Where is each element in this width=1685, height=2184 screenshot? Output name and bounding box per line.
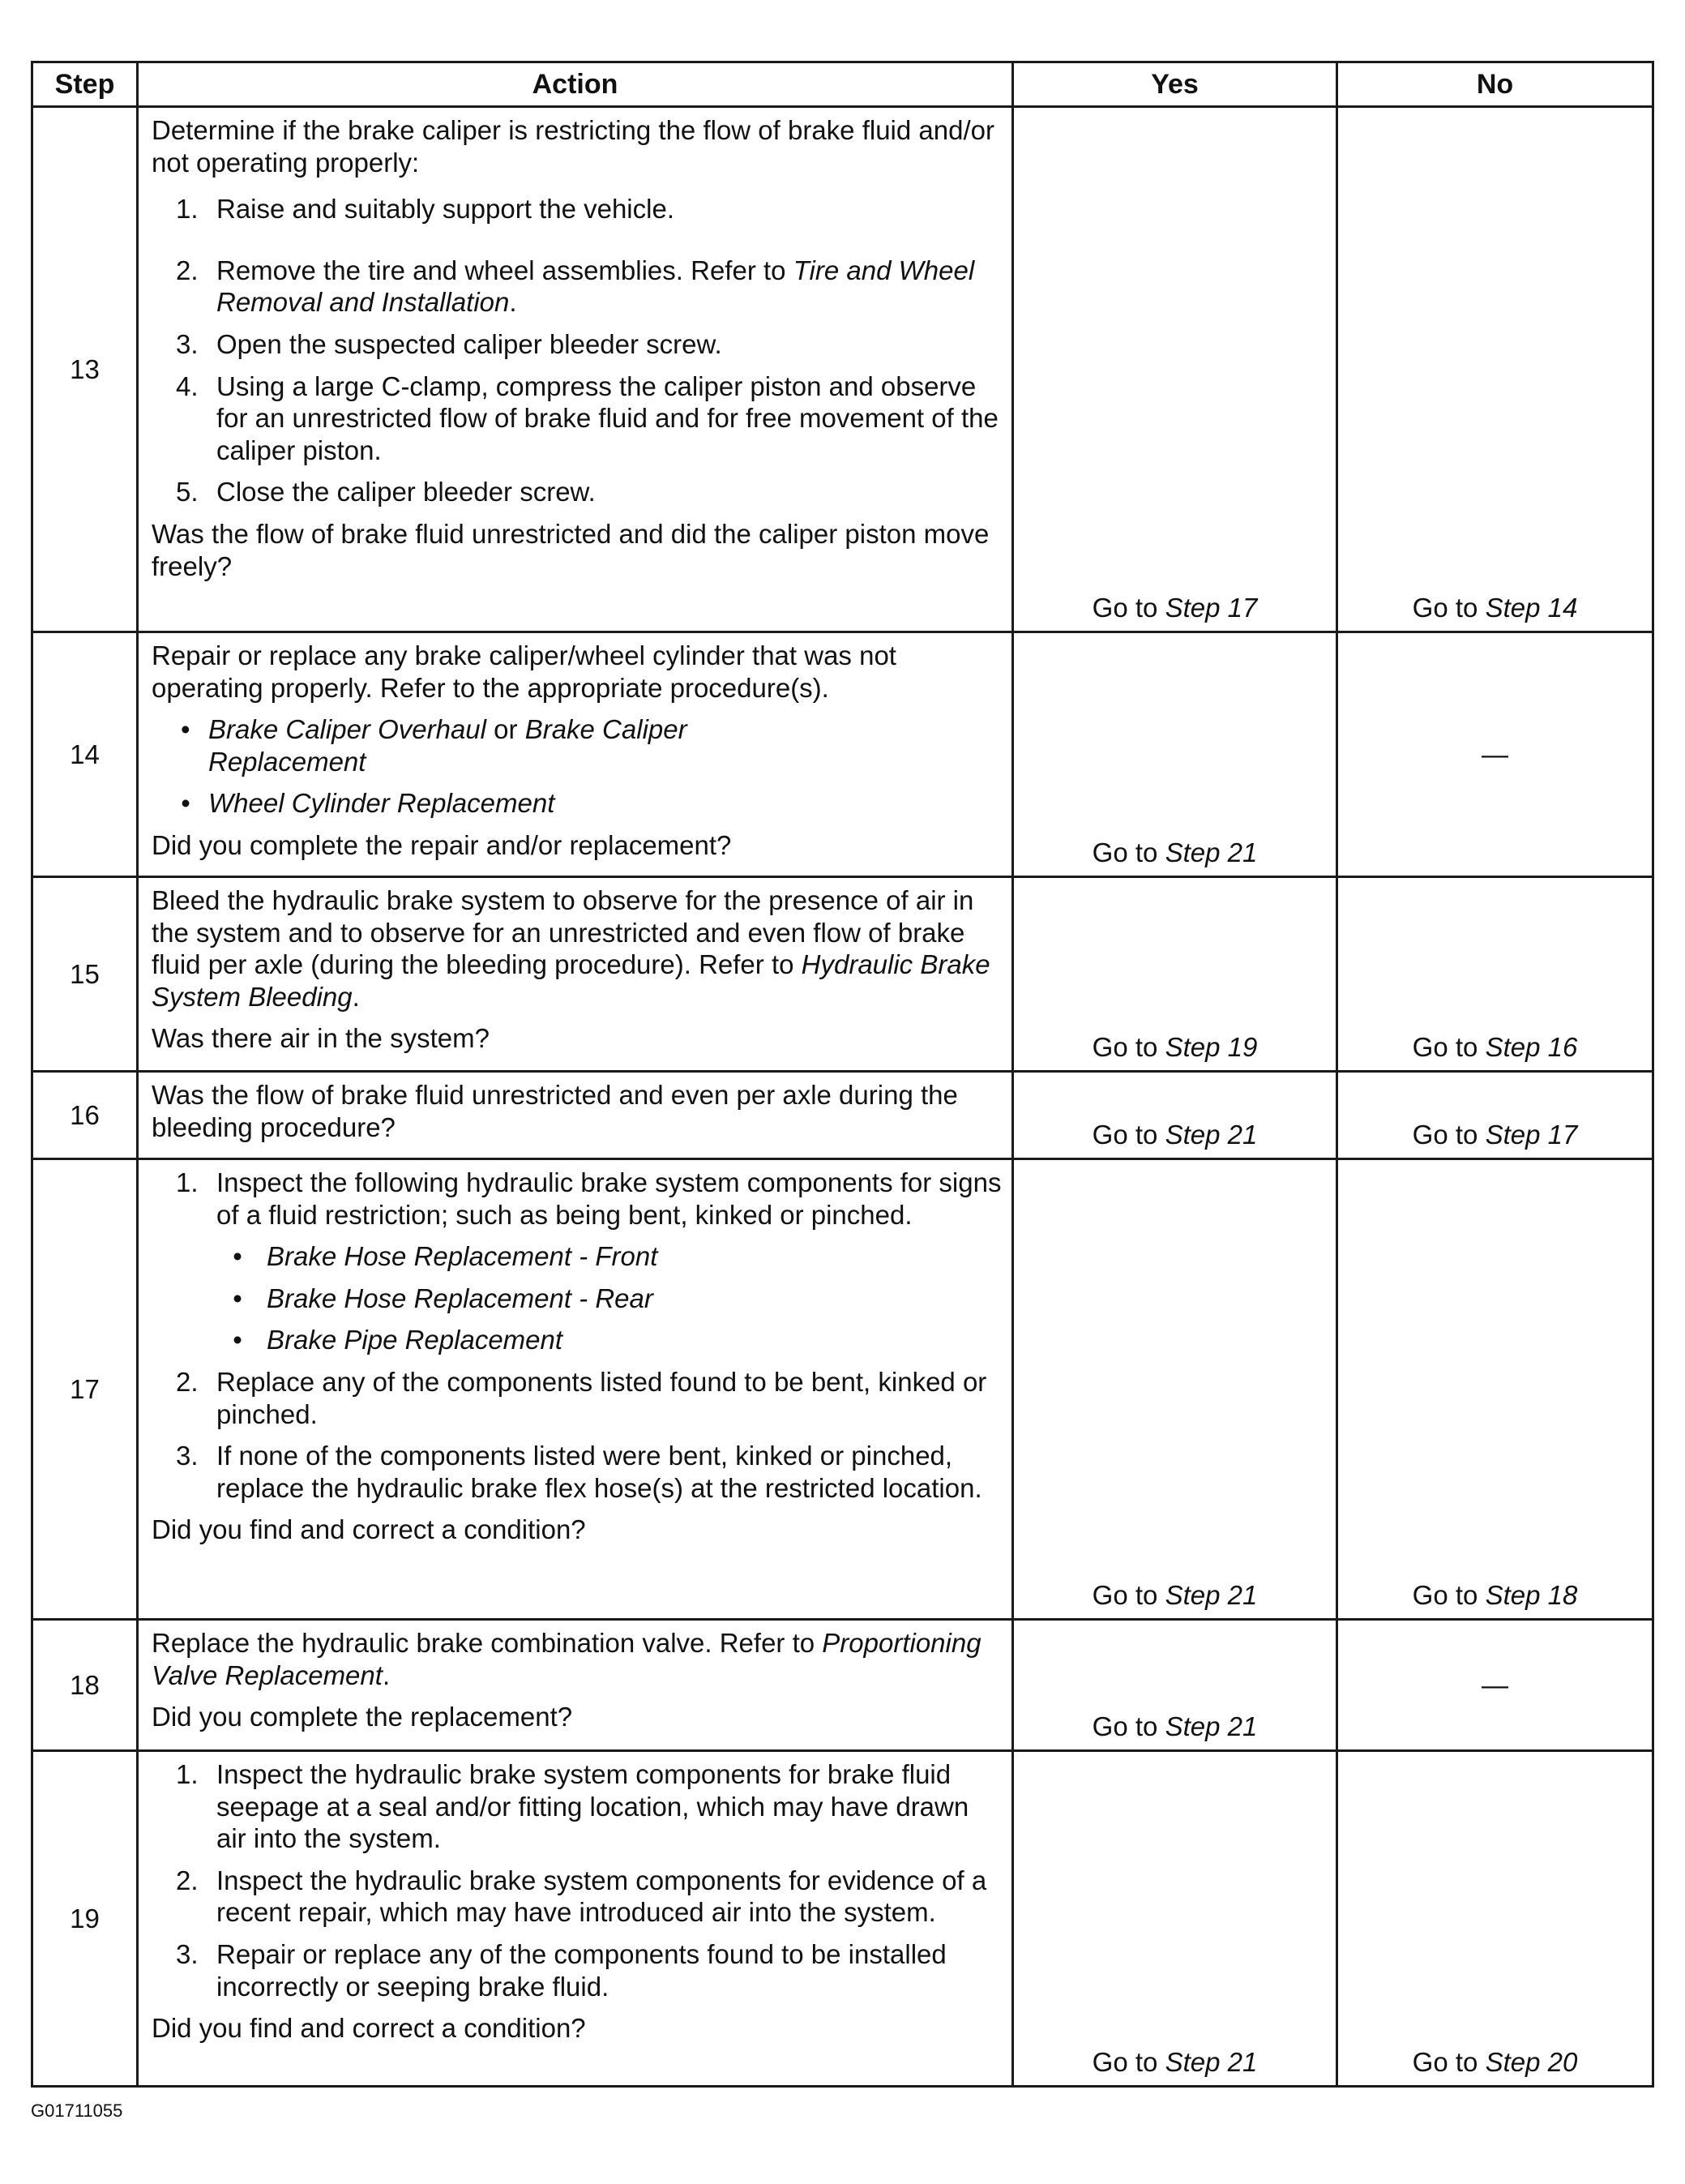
procedure-list [152,1167,1002,1231]
header-row [32,62,1653,107]
list-item: 3. If none of the components listed were bent, kinked or pinched, replace the hydraulic brake flex hose(s) at the restricted location. [176,1441,982,1503]
table-row [32,877,1653,1072]
yes-cell: Go to Step 17 [1013,107,1337,632]
action-question: Did you complete the repair and/or replacement? [152,829,732,860]
table-row [32,1620,1653,1751]
list-item: • Brake Hose Replacement - Rear [216,1283,1002,1315]
header-action: Action [138,62,1013,107]
list-item: 1. Inspect the hydraulic brake system components for brake fluid seepage at a seal and/or fitting location, which may have drawn air into the system. [176,1759,969,1854]
list-item: 2. Inspect the hydraulic brake system components for evidence of a recent repair, which may have introduced air into the system. [176,1865,987,1928]
figure-code: G01711055 [31,2100,123,2121]
action-question: Did you find and correct a condition? [152,2013,586,2044]
header-step: Step [32,62,138,107]
list-item: 4. Using a large C-clamp, compress the caliper piston and observe for an unrestricted flow of brake fluid and for free movement of the caliper piston. [176,370,999,465]
reference-link: Tire and Wheel Removal and Installation [216,255,975,318]
action-cell [138,107,1013,632]
action-cell [138,877,1013,1072]
list-item: 3. Open the suspected caliper bleeder screw. [176,328,722,359]
action-intro: Bleed the hydraulic brake system to observe for the presence of air in the system and to observe for an unrestricted and even flow of brake fluid per axle (during the bleeding procedure). Refer to Hydraulic Brake System Bleeding. [152,885,990,1012]
step-number: 15 [32,877,138,1072]
yes-cell: Go to Step 21 [1013,1620,1337,1751]
step-number: 17 [32,1159,138,1620]
action-question: Did you find and correct a condition? [152,1514,586,1545]
list-item: • Brake Hose Replacement - Front [216,1240,1002,1273]
reference-link: Hydraulic Brake System Bleeding [152,949,990,1012]
action-cell [138,1072,1013,1159]
table-row [32,1751,1653,2087]
action-cell [138,632,1013,877]
yes-cell: Go to Step 21 [1013,632,1337,877]
procedure-list [152,1758,1002,2002]
no-cell: Go to Step 18 [1337,1159,1653,1620]
header-no: No [1337,62,1653,107]
yes-cell: Go to Step 21 [1013,1159,1337,1620]
list-item: 2. Replace any of the components listed found to be bent, kinked or pinched. [176,1366,987,1429]
action-question: Did you complete the replacement? [152,1702,573,1732]
list-item: • Brake Pipe Replacement [216,1324,1002,1356]
no-cell: Go to Step 17 [1337,1072,1653,1159]
step-number: 16 [32,1072,138,1159]
list-item: 1. Raise and suitably support the vehicle. [176,194,674,225]
no-cell: — [1337,1620,1653,1751]
action-cell [138,1620,1013,1751]
yes-cell: Go to Step 21 [1013,1072,1337,1159]
action-question: Was the flow of brake fluid unrestricted and even per axle during the bleeding procedure? [152,1080,958,1142]
header-yes: Yes [1013,62,1337,107]
step-number: 19 [32,1751,138,2087]
no-cell: Go to Step 16 [1337,877,1653,1072]
procedure-list [152,193,1002,508]
yes-cell: Go to Step 19 [1013,877,1337,1072]
action-intro: Determine if the brake caliper is restricting the flow of brake fluid and/or not operating properly: [152,115,994,178]
no-cell: Go to Step 20 [1337,1751,1653,2087]
step-number: 13 [32,107,138,632]
list-item: 2. Remove the tire and wheel assemblies. Refer to Tire and Wheel Removal and Installation. [176,255,975,318]
action-intro: Replace the hydraulic brake combination valve. Refer to Proportioning Valve Replacement. [152,1628,981,1690]
no-cell: — [1337,632,1653,877]
reference-link: Proportioning Valve Replacement [152,1628,981,1690]
table-row [32,107,1653,632]
list-item: • Wheel Cylinder Replacement [152,787,1002,820]
list-item: 5. Close the caliper bleeder screw. [176,477,596,507]
action-intro: Repair or replace any brake caliper/wheel cylinder that was not operating properly. Refer to the appropriate procedure(s). [152,640,896,703]
no-cell: Go to Step 14 [1337,107,1653,632]
action-question: Was there air in the system? [152,1023,490,1054]
yes-cell: Go to Step 21 [1013,1751,1337,2087]
table-row [32,1072,1653,1159]
diagnostic-table [31,61,1654,2088]
action-question: Was the flow of brake fluid unrestricted and did the caliper piston move freely? [152,518,990,581]
step-number: 14 [32,632,138,877]
table-row [32,632,1653,877]
table-row [32,1159,1653,1620]
list-item: 1. Inspect the following hydraulic brake system components for signs of a fluid restriction; such as being bent, kinked or pinched. [176,1167,1002,1230]
list-item: 3. Repair or replace any of the components found to be installed incorrectly or seeping brake fluid. [176,1938,947,2002]
action-cell [138,1159,1013,1620]
action-cell [138,1751,1013,2087]
step-number: 18 [32,1620,138,1751]
list-item: • Brake Caliper Overhaul or Brake Caliper Replacement [152,713,742,777]
procedure-list [152,1366,1002,1504]
